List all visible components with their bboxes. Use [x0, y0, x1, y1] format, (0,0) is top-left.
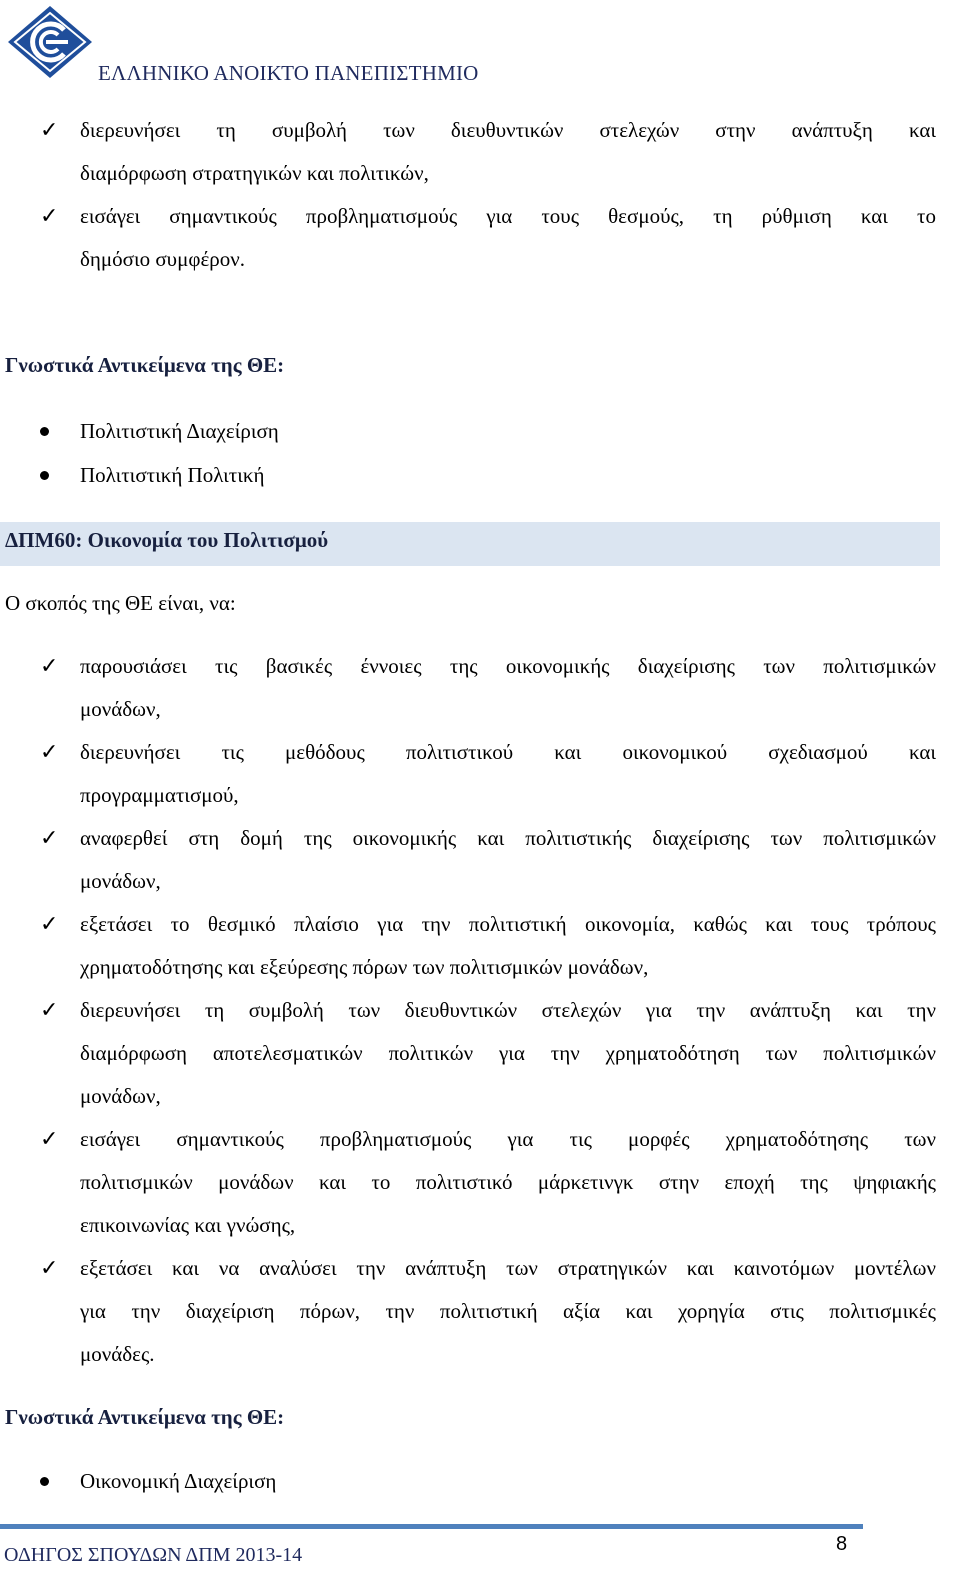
check-icon: ✓	[40, 739, 59, 764]
check-icon: ✓	[40, 911, 59, 936]
list-item-line: μονάδων,	[80, 869, 161, 893]
check-icon: ✓	[40, 825, 59, 850]
list-item-line: εισάγει σημαντικούς προβληματισμούς για τις μορφές χρηματοδότησης των	[80, 1127, 936, 1151]
list-item-line: επικοινωνίας και γνώσης,	[80, 1213, 296, 1237]
list-item-line: αναφερθεί στη δομή της οικονομικής και πολιτιστικής διαχείρισης των πολιτισμικών	[80, 826, 936, 850]
page-number: 8	[836, 1533, 848, 1555]
section-title: ΔΠΜ60: Οικονομία του Πολιτισμού	[5, 528, 329, 552]
list-item-line: προγραμματισμού,	[80, 783, 239, 807]
list-item-line: μονάδων,	[80, 697, 161, 721]
knowledge-heading: Γνωστικά Αντικείμενα της ΘΕ:	[5, 1405, 285, 1429]
list-item-line: μονάδες.	[80, 1342, 155, 1366]
university-name: ΕΛΛΗΝΙΚΟ ΑΝΟΙΚΤΟ ΠΑΝΕΠΙΣΤΗΜΙΟ	[98, 61, 479, 85]
eap-logo-icon	[6, 4, 94, 80]
list-item-line: εξετάσει και να αναλύσει την ανάπτυξη των στρατηγικών και καινοτόμων μοντέλων	[80, 1256, 936, 1280]
check-icon: ✓	[40, 653, 59, 678]
list-item-line: δημόσιο συμφέρον.	[80, 247, 245, 271]
list-item-line: διερευνήσει τις μεθόδους πολιτιστικού και οικονομικού σχεδιασμού και	[80, 740, 936, 764]
list-item-line: παρουσιάσει τις βασικές έννοιες της οικονομικής διαχείρισης των πολιτισμικών	[80, 654, 936, 678]
knowledge-item: Πολιτιστική Πολιτική	[80, 463, 265, 487]
check-icon: ✓	[40, 203, 59, 228]
footer-rule	[0, 1524, 863, 1529]
list-item-line: διερευνήσει τη συμβολή των διευθυντικών στελεχών στην ανάπτυξη και	[80, 118, 936, 142]
bullet-icon	[40, 471, 49, 480]
list-item-line: μονάδων,	[80, 1084, 161, 1108]
check-icon: ✓	[40, 1126, 59, 1151]
list-item-line: για την διαχείριση πόρων, την πολιτιστική αξία και χορηγία στις πολιτισμικές	[80, 1299, 936, 1323]
knowledge-heading: Γνωστικά Αντικείμενα της ΘΕ:	[5, 353, 285, 377]
list-item-line: εισάγει σημαντικούς προβληματισμούς για τους θεσμούς, τη ρύθμιση και το	[80, 204, 936, 228]
knowledge-item: Οικονομική Διαχείριση	[80, 1469, 277, 1493]
check-icon: ✓	[40, 997, 59, 1022]
list-item-line: εξετάσει το θεσμικό πλαίσιο για την πολιτιστική οικονομία, καθώς και τους τρόπους	[80, 912, 936, 936]
list-item-line: διαμόρφωση αποτελεσματικών πολιτικών για την χρηματοδότηση των πολιτισμικών	[80, 1041, 936, 1065]
check-icon: ✓	[40, 1255, 59, 1280]
check-icon: ✓	[40, 117, 59, 142]
footer-guide-title: ΟΔΗΓΟΣ ΣΠΟΥΔΩΝ ΔΠΜ 2013-14	[4, 1544, 303, 1566]
knowledge-item: Πολιτιστική Διαχείριση	[80, 419, 279, 443]
list-item-line: πολιτισμικών μονάδων και το πολιτιστικό μάρκετινγκ στην εποχή της ψηφιακής	[80, 1170, 936, 1194]
list-item-line: διερευνήσει τη συμβολή των διευθυντικών στελεχών για την ανάπτυξη και την	[80, 998, 936, 1022]
list-item-line: χρηματοδότησης και εξεύρεσης πόρων των πολιτισμικών μονάδων,	[80, 955, 649, 979]
list-item-line: διαμόρφωση στρατηγικών και πολιτικών,	[80, 161, 429, 185]
bullet-icon	[40, 1477, 49, 1486]
purpose-intro: Ο σκοπός της ΘΕ είναι, να:	[5, 591, 236, 615]
bullet-icon	[40, 427, 49, 436]
